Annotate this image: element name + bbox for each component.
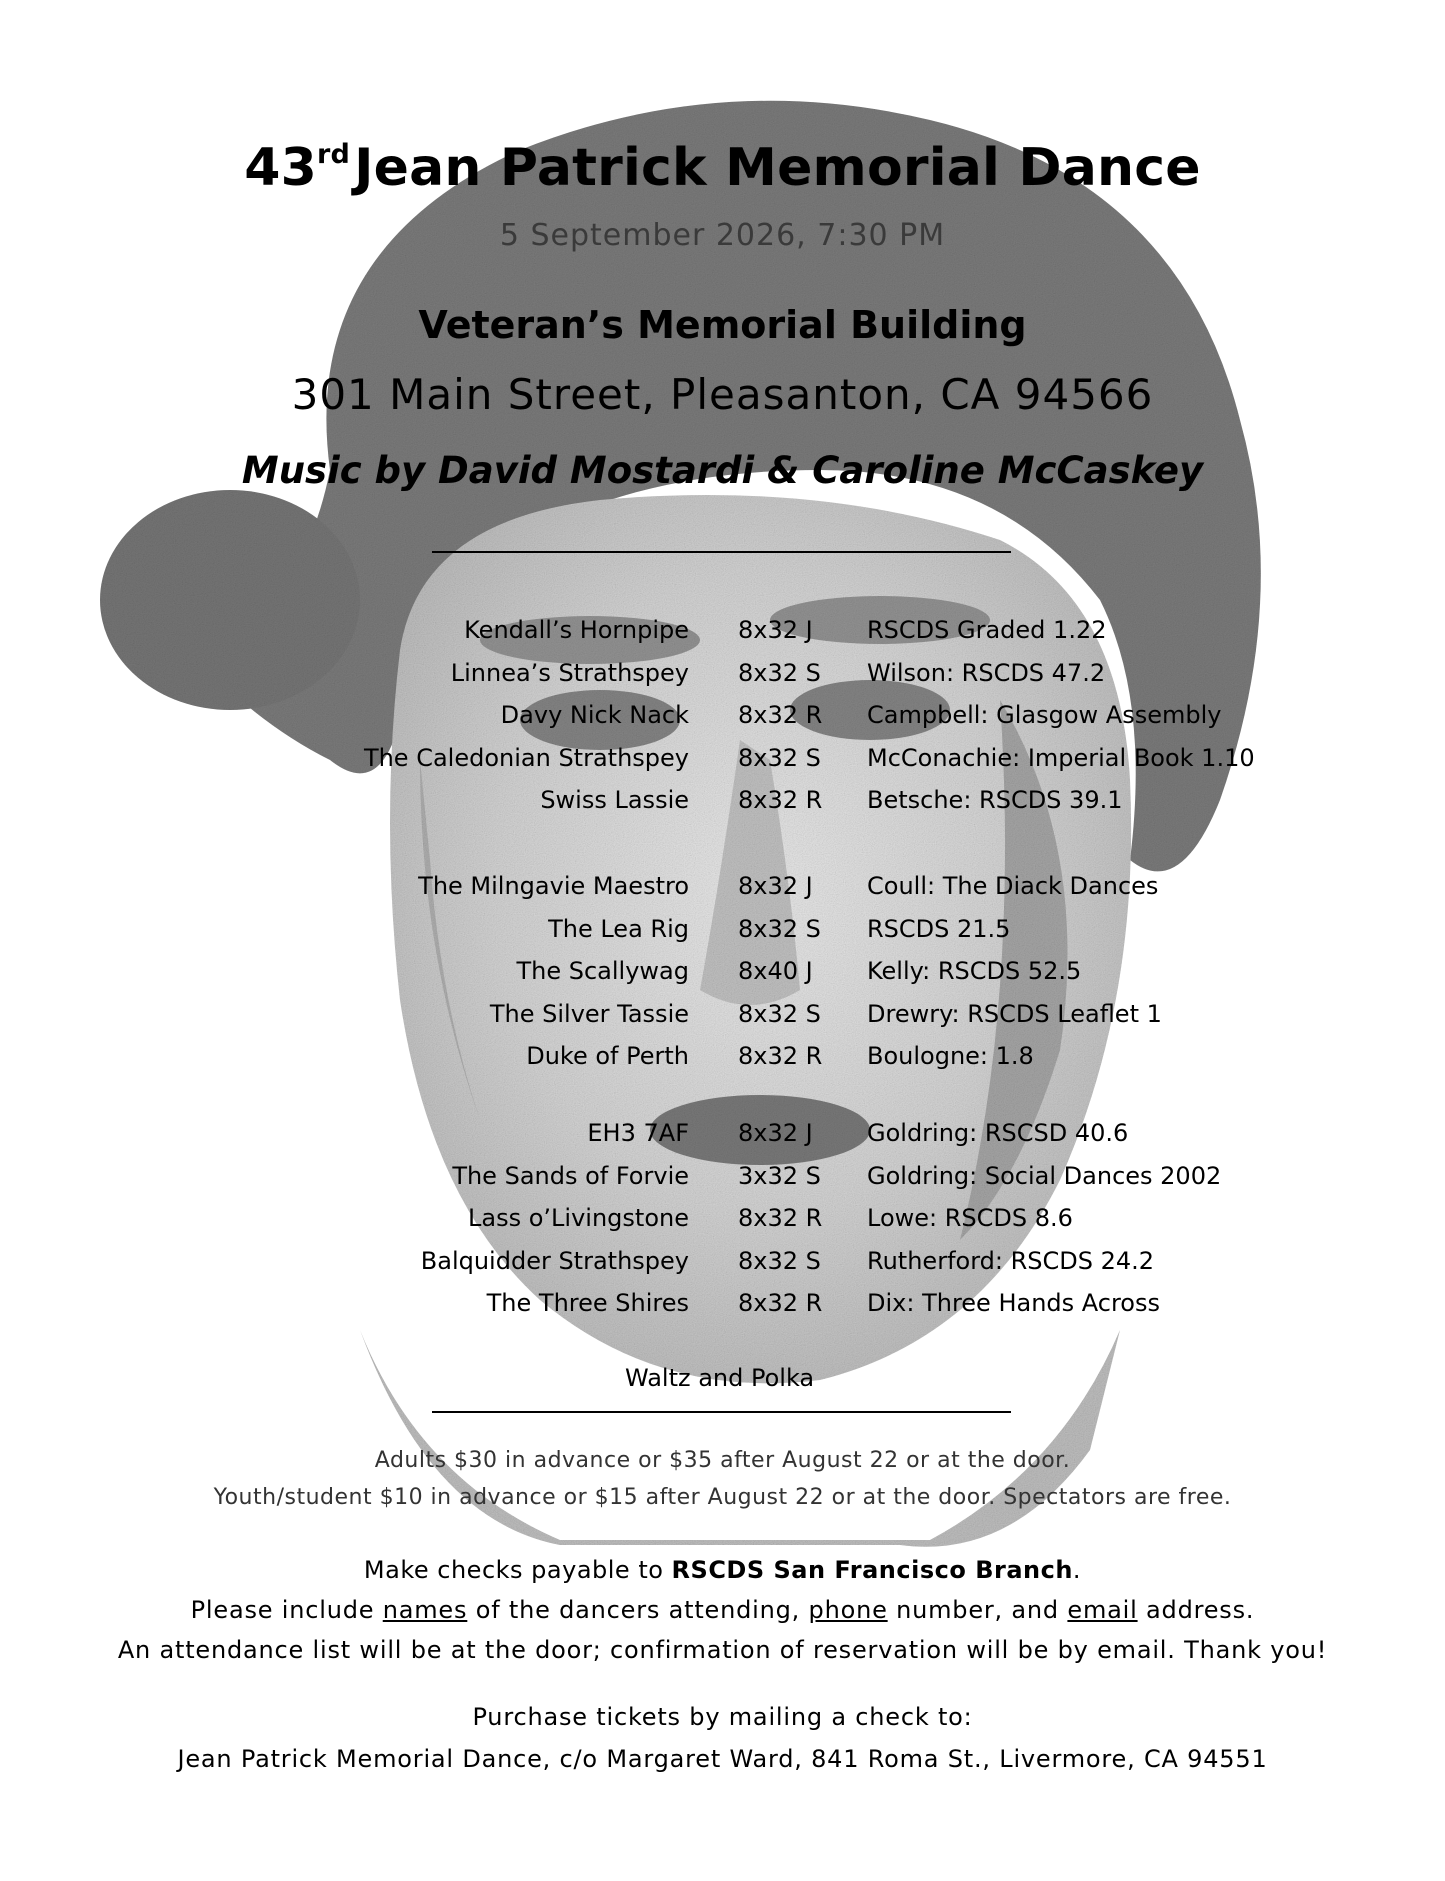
dance-formation: 8x40 J — [738, 957, 813, 986]
title-ordinal: rd — [317, 139, 351, 170]
music-credit: Music by David Mostardi & Caroline McCaskey — [241, 449, 1204, 492]
dance-source: Rutherford: RSCDS 24.2 — [867, 1246, 1155, 1275]
dance-name: Kendall’s Hornpipe — [464, 616, 689, 644]
title-number: 43 — [244, 138, 318, 198]
dance-source: Coull: The Diack Dances — [867, 872, 1159, 900]
phone-underlined: phone — [808, 1596, 888, 1624]
dance-row — [0, 1119, 1445, 1159]
include-text-1: Please include — [190, 1596, 383, 1624]
dance-formation: 8x32 S — [738, 999, 821, 1028]
event-date: 5 September 2026, 7:30 PM — [499, 218, 946, 253]
email-underlined: email — [1067, 1596, 1138, 1624]
checks-prefix: Make checks payable to — [363, 1556, 672, 1584]
dance-source: Kelly: RSCDS 52.5 — [867, 957, 1082, 986]
dance-source: Goldring: Social Dances 2002 — [867, 1161, 1222, 1190]
dance-name: The Scallywag — [516, 957, 689, 986]
checks-suffix: . — [1072, 1556, 1082, 1584]
dance-row — [0, 957, 1445, 997]
dance-name: The Caledonian Strathspey — [363, 743, 689, 772]
dance-source: McConachie: Imperial Book 1.10 — [867, 743, 1255, 772]
include-text-3: number, and — [887, 1596, 1068, 1624]
dance-name: The Silver Tassie — [489, 999, 689, 1028]
names-underlined: names — [382, 1596, 468, 1624]
include-info-line — [0, 1596, 1445, 1624]
dance-formation: 8x32 J — [738, 1119, 813, 1147]
dance-formation: 8x32 S — [738, 743, 821, 772]
attendance-note: An attendance list will be at the door; confirmation of reservation will be by email. Thank you! — [117, 1636, 1328, 1664]
dance-name: Davy Nick Nack — [500, 701, 689, 730]
dance-row — [0, 744, 1445, 784]
dance-source: Campbell: Glasgow Assembly — [867, 701, 1222, 730]
dance-row — [0, 1289, 1445, 1329]
dance-formation: 8x32 S — [738, 914, 821, 943]
dance-name: Linnea’s Strathspey — [450, 658, 689, 687]
dance-name: The Lea Rig — [548, 914, 689, 943]
divider-top — [432, 551, 1011, 553]
dance-name: The Milngavie Maestro — [418, 872, 689, 900]
dance-source: Drewry: RSCDS Leaflet 1 — [867, 999, 1162, 1028]
dance-formation: 8x32 J — [738, 872, 813, 900]
event-title — [0, 138, 1445, 198]
dance-name: The Three Shires — [486, 1289, 689, 1318]
youth-pricing: Youth/student $10 in advance or $15 after August 22 or at the door. Spectators are free. — [213, 1485, 1232, 1510]
dance-formation: 8x32 R — [738, 1042, 823, 1071]
dance-formation: 8x32 S — [738, 658, 821, 687]
dance-source: Wilson: RSCDS 47.2 — [867, 658, 1106, 687]
dance-source: RSCDS 21.5 — [867, 914, 1011, 943]
dance-formation: 8x32 J — [738, 616, 813, 644]
dance-formation: 8x32 R — [738, 1289, 823, 1318]
include-text-2: of the dancers attending, — [467, 1596, 809, 1624]
dance-formation: 8x32 R — [738, 786, 823, 815]
dance-row — [0, 786, 1445, 826]
dance-formation: 8x32 R — [738, 701, 823, 730]
adult-pricing: Adults $30 in advance or $35 after August 22 or at the door. — [374, 1448, 1071, 1473]
payee-name: RSCDS San Francisco Branch — [671, 1556, 1073, 1584]
dance-formation: 8x32 R — [738, 1204, 823, 1233]
dance-row — [0, 872, 1445, 912]
dance-row — [0, 1162, 1445, 1202]
dance-name: Duke of Perth — [526, 1042, 689, 1071]
dance-formation: 3x32 S — [738, 1161, 821, 1190]
dance-name: Balquidder Strathspey — [420, 1246, 689, 1275]
include-text-4: address. — [1137, 1596, 1255, 1624]
venue-name: Veteran’s Memorial Building — [418, 303, 1027, 347]
dance-name: Swiss Lassie — [540, 786, 689, 815]
mailing-address: Jean Patrick Memorial Dance, c/o Margaret Ward, 841 Roma St., Livermore, CA 94551 — [177, 1745, 1268, 1773]
divider-bottom — [432, 1411, 1011, 1413]
dance-source: Dix: Three Hands Across — [867, 1289, 1160, 1318]
dance-row — [0, 915, 1445, 955]
purchase-instructions: Purchase tickets by mailing a check to: — [472, 1703, 973, 1731]
dance-source: RSCDS Graded 1.22 — [867, 616, 1107, 644]
check-payee-line — [0, 1556, 1445, 1584]
dance-row — [0, 1247, 1445, 1287]
dance-row — [0, 659, 1445, 699]
dance-name: The Sands of Forvie — [452, 1161, 689, 1190]
dance-source: Goldring: RSCSD 40.6 — [867, 1119, 1129, 1147]
dance-row — [0, 1042, 1445, 1082]
dance-row — [0, 1000, 1445, 1040]
dance-row — [0, 1204, 1445, 1244]
dance-source: Betsche: RSCDS 39.1 — [867, 786, 1123, 815]
dance-name: EH3 7AF — [587, 1119, 689, 1147]
dance-source: Boulogne: 1.8 — [867, 1042, 1034, 1071]
dance-source: Lowe: RSCDS 8.6 — [867, 1204, 1073, 1233]
dance-formation: 8x32 S — [738, 1246, 821, 1275]
closing-dances: Waltz and Polka — [625, 1364, 815, 1392]
dance-name: Lass o’Livingstone — [468, 1204, 689, 1233]
dance-row — [0, 701, 1445, 741]
dance-row — [0, 616, 1445, 656]
venue-address: 301 Main Street, Pleasanton, CA 94566 — [291, 370, 1154, 419]
title-text: Jean Patrick Memorial Dance — [354, 138, 1201, 198]
